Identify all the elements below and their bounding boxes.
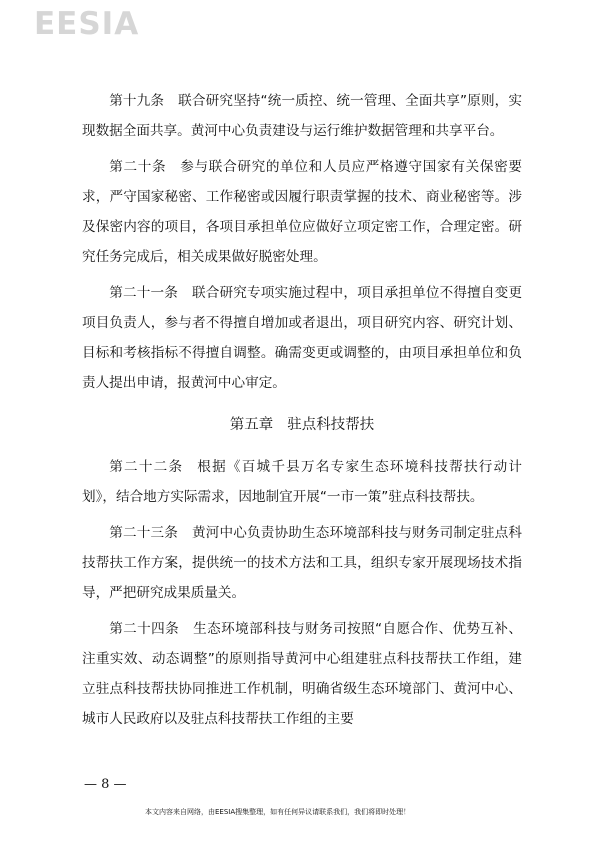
article-19 bbox=[82, 86, 522, 146]
chapter-number: 第五章 bbox=[229, 417, 274, 433]
article-20 bbox=[82, 152, 522, 272]
article-text: 生态环境部科技与财务司按照“自愿合作、优势互补、注重实效、动态调整”的原则指导黄河中心组建驻点科技帮扶工作组，建立驻点科技帮扶协同推进工作机制，明确省级生态环境部门、黄河中心、城市人民政府以及驻点科技帮扶工作组的主要 bbox=[82, 621, 523, 727]
article-number: 第二十四条 bbox=[109, 621, 180, 637]
eesia-logo: EESIA bbox=[34, 6, 140, 42]
article-text: 联合研究坚持“统一质控、统一管理、全面共享”原则，实现数据全面共享。黄河中心负责建设与运行维护数据管理和共享平台。 bbox=[82, 93, 523, 139]
article-number: 第二十一条 bbox=[109, 285, 178, 301]
chapter-heading bbox=[82, 414, 522, 436]
document-body bbox=[82, 86, 522, 740]
article-text: 根据《百城千县万名专家生态环境科技帮扶行动计划》，结合地方实际需求，因地制宜开展“一市一策”驻点科技帮扶。 bbox=[82, 459, 523, 505]
page-number: — 8 — bbox=[84, 777, 127, 792]
article-number: 第二十二条 bbox=[109, 459, 184, 475]
article-number: 第二十条 bbox=[109, 159, 167, 175]
article-text: 参与联合研究的单位和人员应严格遵守国家有关保密要求，严守国家秘密、工作秘密或因履行职责掌握的技术、商业秘密等。涉及保密内容的项目，各项目承担单位应做好立项定密工作，合理定密。研究任务完成后，相关成果做好脱密处理。 bbox=[82, 159, 523, 265]
chapter-title: 驻点科技帮扶 bbox=[287, 417, 375, 433]
article-24 bbox=[82, 614, 522, 734]
article-21 bbox=[82, 278, 522, 398]
article-text: 联合研究专项实施过程中，项目承担单位不得擅自变更项目负责人，参与者不得擅自增加或者退出，项目研究内容、研究计划、目标和考核指标不得擅自调整。确需变更或调整的，由项目承担单位和负责人提出申请，报黄河中心审定。 bbox=[82, 285, 523, 391]
article-number: 第二十三条 bbox=[109, 525, 178, 541]
article-number: 第十九条 bbox=[109, 93, 165, 109]
article-23 bbox=[82, 518, 522, 608]
article-text: 黄河中心负责协助生态环境部科技与财务司制定驻点科技帮扶工作方案，提供统一的技术方法和工具，组织专家开展现场技术指导，严把研究成果质量关。 bbox=[82, 525, 523, 601]
article-22 bbox=[82, 452, 522, 512]
source-disclaimer: 本文内容来自网络，由EESIA搜集整理，如有任何异议请联系我们，我们将即时处理！ bbox=[145, 808, 411, 816]
